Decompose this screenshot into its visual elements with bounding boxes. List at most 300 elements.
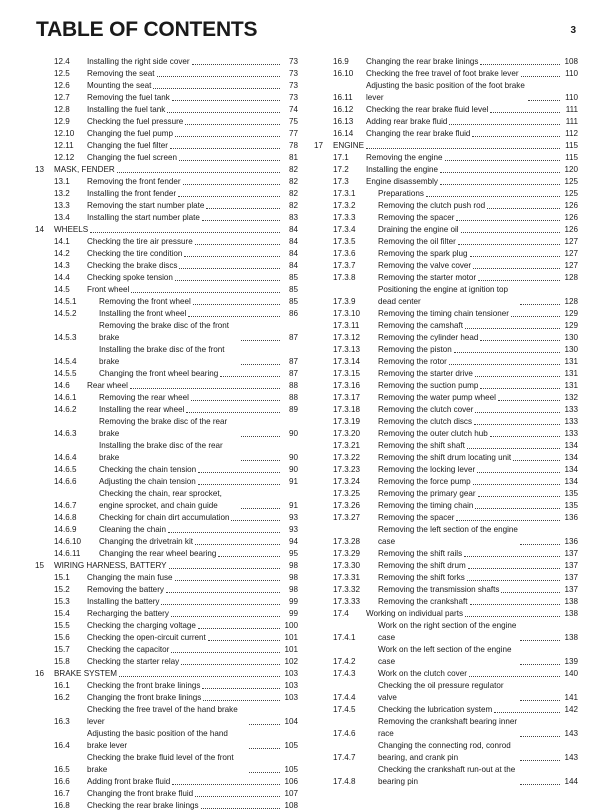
toc-entry[interactable]	[314, 152, 578, 164]
toc-entry[interactable]	[35, 464, 298, 476]
toc-entry-number: 16.13	[333, 117, 354, 126]
toc-entry-number: 14.6.9	[54, 525, 77, 534]
toc-entry[interactable]	[314, 572, 578, 584]
toc-entry[interactable]	[314, 224, 578, 236]
toc-entry-number: 17.3.7	[333, 261, 356, 270]
dot-leader	[520, 760, 560, 761]
toc-entry-title: Checking the chain, rear sprocket, engine sprocket, and chain guide	[99, 489, 222, 510]
toc-entry[interactable]	[314, 740, 578, 764]
toc-entry-number: 14.6.1	[54, 393, 77, 402]
toc-entry[interactable]	[35, 248, 298, 260]
dot-leader	[90, 232, 280, 233]
toc-entry-number: 15	[35, 561, 45, 570]
dot-leader	[473, 484, 560, 485]
toc-entry[interactable]	[35, 164, 298, 176]
toc-entry-page: 125	[564, 177, 578, 186]
toc-entry-number: 17.3.25	[333, 489, 361, 498]
toc-entry-title: Removing the timing chain tensioner	[378, 309, 509, 318]
toc-entry[interactable]	[35, 512, 298, 524]
toc-entry[interactable]	[314, 236, 578, 248]
toc-entry-page: 130	[564, 333, 578, 342]
toc-entry-page: 131	[564, 357, 578, 366]
toc-entry-page: 110	[565, 93, 578, 102]
toc-entry[interactable]	[314, 584, 578, 596]
toc-entry[interactable]	[35, 128, 298, 140]
dot-leader	[131, 292, 280, 293]
toc-entry-number: 17.4.4	[333, 693, 356, 702]
toc-entry[interactable]	[314, 512, 578, 524]
toc-entry[interactable]	[35, 800, 298, 812]
toc-entry-page: 86	[288, 309, 298, 318]
dot-leader	[475, 508, 560, 509]
toc-entry-page: 137	[564, 585, 578, 594]
toc-entry-number: 14.5.2	[54, 309, 77, 318]
toc-entry-page: 135	[564, 489, 578, 498]
toc-entry[interactable]	[314, 680, 578, 704]
toc-entry[interactable]	[35, 320, 298, 344]
dot-leader	[208, 640, 280, 641]
toc-entry-page: 134	[564, 441, 578, 450]
dot-leader	[440, 172, 560, 173]
toc-entry-page: 73	[288, 81, 298, 90]
toc-entry-title: Draining the engine oil	[378, 225, 459, 234]
toc-entry-page: 98	[288, 573, 298, 582]
toc-entry[interactable]	[35, 104, 298, 116]
toc-entry[interactable]	[314, 500, 578, 512]
toc-entry[interactable]	[35, 272, 298, 284]
dot-leader	[469, 676, 560, 677]
toc-entry-number: 15.8	[54, 657, 70, 666]
dot-leader	[157, 76, 281, 77]
toc-entry-page: 84	[288, 225, 298, 234]
toc-entry[interactable]	[35, 704, 298, 728]
toc-entry-number: 14.5	[54, 285, 70, 294]
toc-entry-number: 14.6.6	[54, 477, 77, 486]
toc-entry-number: 16.11	[333, 93, 353, 102]
toc-entry-title: MASK, FENDER	[54, 165, 115, 174]
toc-entry[interactable]	[314, 248, 578, 260]
dot-leader	[426, 196, 560, 197]
toc-entry-page: 127	[564, 261, 578, 270]
toc-entry[interactable]	[314, 68, 578, 80]
toc-entry[interactable]	[35, 284, 298, 296]
toc-entry-title: Removing the locking lever	[378, 465, 476, 474]
toc-entry-number: 17.4.5	[333, 705, 356, 714]
toc-entry-title: Removing the clutch discs	[378, 417, 473, 426]
toc-entry-title: Removing the piston	[378, 345, 452, 354]
toc-entry-title: Removing the start number plate	[87, 201, 205, 210]
toc-entry-number: 17.3.28	[333, 537, 361, 546]
toc-entry-page: 98	[288, 585, 298, 594]
dot-leader	[166, 592, 280, 593]
toc-entry-page: 91	[288, 501, 298, 510]
dot-leader	[203, 700, 280, 701]
toc-entry-number: 16.3	[54, 717, 70, 726]
toc-entry-number: 12.4	[54, 57, 70, 66]
toc-entry[interactable]	[314, 344, 578, 356]
toc-entry-title: Removing the force pump	[378, 477, 471, 486]
toc-entry[interactable]	[314, 176, 578, 188]
toc-entry-title: Removing the brake disc of the rear brake	[99, 417, 228, 438]
toc-entry-page: 126	[564, 201, 578, 210]
dot-leader	[193, 304, 280, 305]
toc-entry-page: 131	[564, 369, 578, 378]
dot-leader	[169, 568, 280, 569]
toc-entry-title: Adjusting the chain tension	[99, 477, 196, 486]
toc-entry-number: 12.12	[54, 153, 75, 162]
toc-entry[interactable]	[314, 128, 578, 140]
toc-entry-title: Removing the clutch cover	[378, 405, 474, 414]
toc-entry[interactable]	[35, 548, 298, 560]
toc-entry[interactable]	[35, 296, 298, 308]
toc-entry-number: 17.3.9	[333, 297, 356, 306]
toc-entry-number: 17.3.30	[333, 561, 361, 570]
toc-entry[interactable]	[314, 56, 578, 68]
toc-entry-number: 15.6	[54, 633, 70, 642]
dot-leader	[202, 688, 280, 689]
toc-entry[interactable]	[35, 536, 298, 548]
toc-entry[interactable]	[35, 524, 298, 536]
dot-leader	[167, 112, 280, 113]
dot-leader	[172, 784, 280, 785]
toc-entry-page: 90	[288, 453, 298, 462]
toc-entry-page: 138	[564, 597, 578, 606]
toc-entry[interactable]	[35, 560, 298, 572]
toc-entry[interactable]	[314, 704, 578, 716]
toc-entry-number: 17.3.26	[333, 501, 361, 510]
toc-entry-number: 14.6	[54, 381, 70, 390]
toc-entry[interactable]	[35, 92, 298, 104]
toc-entry[interactable]	[35, 620, 298, 632]
toc-entry[interactable]	[314, 260, 578, 272]
toc-entry[interactable]	[35, 140, 298, 152]
toc-entry[interactable]	[314, 272, 578, 284]
dot-leader	[366, 148, 560, 149]
dot-leader	[153, 88, 280, 89]
dot-leader	[513, 460, 560, 461]
toc-entry[interactable]	[35, 236, 298, 248]
toc-entry-title: Removing the timing chain	[378, 501, 474, 510]
dot-leader	[467, 448, 560, 449]
toc-entry-number: 14.5.4	[54, 357, 77, 366]
toc-entry-title: Checking the rear brake fluid level	[366, 105, 489, 114]
toc-entry[interactable]	[35, 224, 298, 236]
toc-entry-title: Removing the transmission shafts	[378, 585, 500, 594]
toc-entry[interactable]	[314, 164, 578, 176]
toc-entry-title: Checking the tire condition	[87, 249, 183, 258]
toc-entry-page: 134	[564, 477, 578, 486]
dot-leader	[181, 664, 280, 665]
toc-entry-number: 17.3.12	[333, 333, 361, 342]
toc-entry-number: 17.3.6	[333, 249, 356, 258]
toc-entry-title: Working on individual parts	[366, 609, 464, 618]
toc-entry-number: 17.3.11	[333, 321, 360, 330]
toc-entry[interactable]	[314, 200, 578, 212]
toc-entry[interactable]	[35, 572, 298, 584]
toc-entry[interactable]	[314, 356, 578, 368]
toc-entry-number: 16.6	[54, 777, 70, 786]
toc-entry[interactable]	[314, 440, 578, 452]
toc-entry[interactable]	[35, 680, 298, 692]
toc-entry[interactable]	[35, 728, 298, 752]
toc-entry-number: 16.7	[54, 789, 70, 798]
toc-entry-number: 17.3.4	[333, 225, 356, 234]
toc-entry-title: Installing the battery	[87, 597, 160, 606]
toc-entry-title: Checking the brake discs	[87, 261, 178, 270]
toc-entry-title: WIRING HARNESS, BATTERY	[54, 561, 167, 570]
dot-leader	[465, 616, 560, 617]
dot-leader	[249, 772, 280, 773]
toc-entry[interactable]	[35, 476, 298, 488]
toc-entry-page: 136	[564, 537, 578, 546]
toc-entry[interactable]	[35, 752, 298, 776]
toc-entry-page: 125	[564, 189, 578, 198]
dot-leader	[231, 520, 280, 521]
toc-entry[interactable]	[314, 428, 578, 440]
toc-entry-title: Removing the starter drive	[378, 369, 473, 378]
toc-entry-title: Removing the fuel tank	[87, 93, 170, 102]
toc-entry-page: 127	[564, 237, 578, 246]
toc-entry[interactable]	[314, 188, 578, 200]
toc-entry-page: 90	[288, 429, 298, 438]
toc-entry-title: Preparations	[378, 189, 424, 198]
toc-entry[interactable]	[35, 584, 298, 596]
toc-entry[interactable]	[314, 380, 578, 392]
toc-entry[interactable]	[35, 440, 298, 464]
toc-entry-number: 17.3.15	[333, 369, 361, 378]
dot-leader	[490, 436, 560, 437]
toc-entry-page: 98	[288, 561, 298, 570]
dot-leader	[184, 256, 280, 257]
toc-entry[interactable]	[35, 416, 298, 440]
toc-entry-number: 15.7	[54, 645, 70, 654]
toc-entry-page: 139	[564, 657, 578, 666]
toc-entry[interactable]	[35, 68, 298, 80]
toc-entry-title: Checking the brake fluid level of the front brake	[87, 753, 234, 774]
toc-entry-title: Removing the battery	[87, 585, 164, 594]
toc-entry-page: 85	[288, 273, 298, 282]
toc-entry-number: 17.3.29	[333, 549, 361, 558]
toc-entry-number: 17.3.32	[333, 585, 361, 594]
toc-entry[interactable]	[35, 380, 298, 392]
dot-leader	[474, 424, 560, 425]
toc-entry-page: 133	[564, 429, 578, 438]
dot-leader	[202, 220, 280, 221]
toc-entry[interactable]	[314, 764, 578, 788]
toc-entry[interactable]	[35, 308, 298, 320]
dot-leader	[241, 460, 280, 461]
toc-entry[interactable]	[314, 284, 578, 308]
toc-entry-page: 133	[564, 405, 578, 414]
toc-entry[interactable]	[35, 488, 298, 512]
toc-entry-number: 14.4	[54, 273, 70, 282]
toc-entry-title: Removing the water pump wheel	[378, 393, 496, 402]
dot-leader	[477, 472, 560, 473]
toc-entry[interactable]	[35, 392, 298, 404]
toc-entry[interactable]	[314, 596, 578, 608]
toc-entry-number: 17.3.27	[333, 513, 361, 522]
dot-leader	[117, 172, 280, 173]
toc-entry[interactable]	[314, 140, 578, 152]
toc-entry-page: 136	[564, 513, 578, 522]
toc-entry[interactable]	[314, 644, 578, 668]
toc-entry-number: 15.4	[54, 609, 70, 618]
toc-entry-page: 105	[284, 765, 298, 774]
toc-entry-page: 82	[288, 177, 298, 186]
toc-entry-title: Checking the free travel of foot brake lever	[366, 69, 519, 78]
toc-entry[interactable]	[35, 368, 298, 380]
toc-entry-number: 16.1	[54, 681, 70, 690]
toc-entry-page: 129	[564, 309, 578, 318]
toc-entry-page: 88	[288, 381, 298, 390]
toc-entry-number: 17.3.23	[333, 465, 361, 474]
toc-entry[interactable]	[314, 716, 578, 740]
toc-entry-number: 16.12	[333, 105, 354, 114]
toc-entry-number: 12.11	[54, 141, 74, 150]
toc-entry-page: 73	[288, 57, 298, 66]
toc-entry-title: Changing the drivetrain kit	[99, 537, 194, 546]
toc-entry-title: Changing the main fuse	[87, 573, 173, 582]
toc-entry-title: Installing the brake disc of the rear brake	[99, 441, 223, 462]
toc-entry[interactable]	[314, 452, 578, 464]
dot-leader	[470, 256, 560, 257]
toc-entry[interactable]	[35, 644, 298, 656]
dot-leader	[475, 376, 560, 377]
toc-entry-title: Checking for chain dirt accumulation	[99, 513, 230, 522]
toc-entry-title: Changing the connecting rod, conrod bearing, and crank pin	[378, 741, 511, 762]
toc-entry[interactable]	[35, 596, 298, 608]
dot-leader	[171, 652, 280, 653]
dot-leader	[119, 676, 280, 677]
toc-entry-page: 137	[564, 573, 578, 582]
toc-entry[interactable]	[314, 560, 578, 572]
toc-entry-title: Recharging the battery	[87, 609, 169, 618]
toc-entry[interactable]	[35, 656, 298, 668]
toc-entry-number: 12.5	[54, 69, 70, 78]
toc-entry[interactable]	[314, 524, 578, 548]
toc-entry[interactable]	[314, 404, 578, 416]
toc-entry[interactable]	[314, 368, 578, 380]
toc-entry[interactable]	[35, 608, 298, 620]
toc-entry-title: Checking the lubrication system	[378, 705, 493, 714]
toc-entry[interactable]	[314, 668, 578, 680]
toc-entry-title: Removing the shift shaft	[378, 441, 465, 450]
toc-entry-title: WHEELS	[54, 225, 89, 234]
toc-entry-title: Changing the fuel filter	[87, 141, 168, 150]
toc-entry-page: 77	[288, 129, 298, 138]
dot-leader	[494, 712, 560, 713]
toc-entry[interactable]	[314, 476, 578, 488]
toc-entry-page: 143	[564, 729, 578, 738]
toc-entry-number: 12.8	[54, 105, 70, 114]
toc-entry-number: 14.2	[54, 249, 70, 258]
toc-entry-title: Checking the starter relay	[87, 657, 180, 666]
toc-entry-title: Removing the shift forks	[378, 573, 465, 582]
toc-entry[interactable]	[314, 548, 578, 560]
toc-entry[interactable]	[314, 608, 578, 620]
toc-entry-number: 17.4.3	[333, 669, 356, 678]
dot-leader	[249, 748, 280, 749]
toc-entry[interactable]	[35, 260, 298, 272]
dot-leader	[183, 184, 280, 185]
toc-entry[interactable]	[314, 392, 578, 404]
toc-entry[interactable]	[35, 668, 298, 680]
toc-entry-number: 15.1	[54, 573, 70, 582]
toc-entry-title: Adding front brake fluid	[87, 777, 171, 786]
toc-entry[interactable]	[314, 104, 578, 116]
toc-entry-page: 143	[564, 753, 578, 762]
toc-entry-number: 13.2	[54, 189, 70, 198]
toc-entry-page: 128	[564, 297, 578, 306]
toc-entry[interactable]	[314, 488, 578, 500]
toc-entry[interactable]	[35, 776, 298, 788]
toc-entry-title: Removing the seat	[87, 69, 155, 78]
toc-entry-title: Removing the primary gear	[378, 489, 476, 498]
toc-entry-number: 17.3.5	[333, 237, 356, 246]
toc-entry[interactable]	[314, 116, 578, 128]
toc-entry-title: Removing the clutch push rod	[378, 201, 486, 210]
toc-entry-title: Work on the left section of the engine case	[378, 645, 512, 666]
toc-entry[interactable]	[35, 56, 298, 68]
toc-entry-title: Installing the engine	[366, 165, 438, 174]
toc-entry[interactable]	[35, 152, 298, 164]
toc-entry-page: 108	[564, 57, 578, 66]
toc-entry[interactable]	[314, 332, 578, 344]
toc-entry-page: 104	[284, 717, 298, 726]
toc-entry[interactable]	[35, 344, 298, 368]
toc-entry[interactable]	[35, 80, 298, 92]
toc-entry-title: Rear wheel	[87, 381, 128, 390]
toc-entry[interactable]	[35, 632, 298, 644]
dot-leader	[188, 316, 280, 317]
toc-entry-number: 14.3	[54, 261, 70, 270]
toc-entry-title: Changing the front wheel bearing	[99, 369, 219, 378]
toc-entry-title: Work on the clutch cover	[378, 669, 467, 678]
toc-entry-page: 128	[564, 273, 578, 282]
toc-entry-number: 17.3.17	[333, 393, 361, 402]
toc-entry-page: 103	[284, 669, 298, 678]
dot-leader	[175, 580, 281, 581]
dot-leader	[186, 412, 280, 413]
dot-leader	[511, 316, 560, 317]
dot-leader	[468, 568, 560, 569]
toc-entry[interactable]	[35, 404, 298, 416]
toc-entry-page: 78	[288, 141, 298, 150]
toc-entry[interactable]	[314, 212, 578, 224]
toc-entry-number: 17.3.18	[333, 405, 361, 414]
toc-entry-title: Removing the shift rails	[378, 549, 463, 558]
toc-entry-number: 17.4	[333, 609, 349, 618]
toc-entry[interactable]	[314, 416, 578, 428]
dot-leader	[480, 388, 560, 389]
toc-entry-title: Removing the rear wheel	[99, 393, 189, 402]
toc-entry[interactable]	[35, 212, 298, 224]
toc-entry[interactable]	[314, 80, 578, 104]
toc-entry-number: 12.7	[54, 93, 70, 102]
toc-entry[interactable]	[35, 788, 298, 800]
toc-entry[interactable]	[35, 692, 298, 704]
toc-entry[interactable]	[35, 200, 298, 212]
toc-entry[interactable]	[35, 188, 298, 200]
toc-entry[interactable]	[314, 320, 578, 332]
toc-entry[interactable]	[314, 620, 578, 644]
toc-entry[interactable]	[314, 308, 578, 320]
toc-entry[interactable]	[314, 464, 578, 476]
toc-entry[interactable]	[35, 176, 298, 188]
toc-entry-page: 126	[564, 225, 578, 234]
toc-entry[interactable]	[35, 116, 298, 128]
toc-entry-number: 14.6.11	[54, 549, 81, 558]
